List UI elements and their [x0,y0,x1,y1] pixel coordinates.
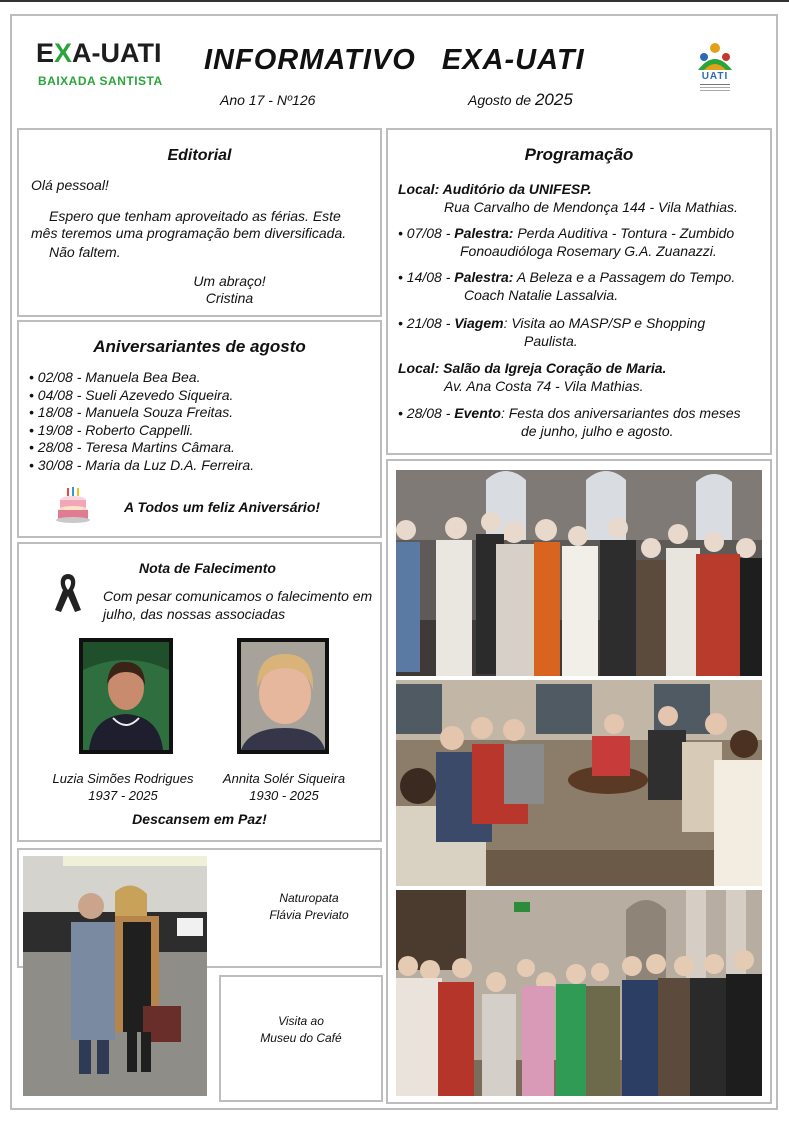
program-event-4 [398,404,768,440]
local-label: Local: Salão da Igreja Coração de Maria. [398,360,667,376]
obituary-rest-in-peace: Descansem em Paz! [132,811,267,827]
editorial-title: Editorial [167,147,232,164]
event-detail: Coach Natalie Lassalvia. [464,287,619,303]
uati-logo-text: UATI [701,71,729,82]
caption-line: Flávia Previato [269,908,349,922]
event-date: • 07/08 - [398,225,455,241]
event-type: Palestra: [454,225,514,241]
caption-line: Visita ao [278,1014,324,1028]
local-label: Local: Auditório da UNIFESP. [398,181,592,197]
person-years: 1930 - 2025 [249,788,319,803]
event-date: • 28/08 - [398,405,455,421]
caption-museu [241,1013,361,1047]
event-date: • 21/08 - [398,315,455,331]
list-item: • 02/08 - Manuela Bea Bea. [29,369,201,385]
editorial-greeting: Olá pessoal! [31,177,109,193]
obituary-text: Com pesar comunicamos o falecimento em julho, das nossas associadas [103,588,373,622]
group-photo-seated [396,680,762,886]
photo-naturopata [23,856,207,1096]
uati-logo [692,40,738,94]
program-event-1 [398,224,768,260]
list-item: • 18/08 - Manuela Souza Freitas. [29,404,234,421]
birthday-wish: A Todos um feliz Aniversário! [124,499,321,515]
newsletter-title [204,44,634,77]
list-item: • 04/08 - Sueli Azevedo Siqueira. [29,386,234,403]
portrait-annita [237,638,329,754]
naturopata-box [17,848,382,968]
event-text: A Beleza e a Passagem do Tempo. [513,269,736,285]
issue-year: 2025 [534,90,573,109]
program-event-3 [398,314,768,350]
event-type: Viagem [454,315,504,331]
birthdays-box [17,320,382,538]
photos-box [386,459,772,1104]
exa-uati-logo [36,38,171,92]
logo-main-text: EXA-UATI [36,38,162,68]
person-name-annita [211,770,357,804]
event-text: Perda Auditiva - Tontura - Zumbido [513,225,735,241]
editorial-body: Espero que tenham aproveitado as férias. Este mês teremos uma programação bem diversificada. [31,208,347,241]
issue-number: Ano 17 - Nº126 [220,92,316,108]
birthdays-list [29,369,254,475]
title-word-2: EXA-UATI [441,44,585,76]
birthday-cake-icon [55,486,91,524]
local-address: Av. Ana Costa 74 - Vila Mathias. [444,378,644,394]
editorial-signature: Cristina [205,290,254,306]
caption-line: Naturopata [279,891,339,905]
program-local-2 [398,359,768,395]
editorial-signature-block [19,273,380,307]
obituary-title: Nota de Falecimento [139,560,276,576]
event-detail: Fonoaudióloga Rosemary G.A. Zuanazzi. [460,243,717,259]
program-box [386,128,772,455]
mourning-ribbon-icon [51,570,85,614]
person-name: Luzia Simões Rodrigues [52,771,194,786]
event-text: : Visita ao MASP/SP e Shopping [503,315,706,331]
portrait-luzia [79,638,173,754]
program-title: Programação [524,145,634,164]
person-years: 1937 - 2025 [88,788,158,803]
event-type: Evento [454,405,501,421]
caption-line: Museu do Café [260,1031,342,1045]
event-text: : Festa dos aniversariantes dos meses [500,405,741,421]
person-name: Annita Solér Siqueira [222,771,346,786]
list-item: • 19/08 - Roberto Cappelli. [29,421,194,438]
local-address: Rua Carvalho de Mendonça 144 - Vila Mathias. [444,199,738,215]
caption-naturopata [249,890,369,924]
museu-caption-box [219,975,383,1102]
editorial-closing: Um abraço! [193,273,266,289]
list-item: • 30/08 - Maria da Luz D.A. Ferreira. [29,456,255,473]
editorial-box [17,128,382,317]
issue-date [468,90,573,110]
logo-sub-text: BAIXADA SANTISTA [38,74,163,88]
editorial-body-2: Não faltem. [49,244,121,260]
issue-month: Agosto de [468,92,532,108]
obituary-box [17,542,382,842]
title-word-1: INFORMATIVO [204,44,416,76]
program-event-2 [398,268,768,304]
event-detail: de junho, julho e agosto. [521,423,674,439]
event-date: • 14/08 - [398,269,455,285]
top-rule [0,0,789,2]
program-local-1 [398,180,768,216]
event-detail: Paulista. [524,333,578,349]
event-type: Palestra: [454,269,514,285]
group-photo-museu [396,890,762,1096]
group-photo-auditorium [396,470,762,676]
person-name-luzia [35,770,211,804]
birthdays-title: Aniversariantes de agosto [93,337,306,356]
list-item: • 28/08 - Teresa Martins Câmara. [29,439,235,456]
